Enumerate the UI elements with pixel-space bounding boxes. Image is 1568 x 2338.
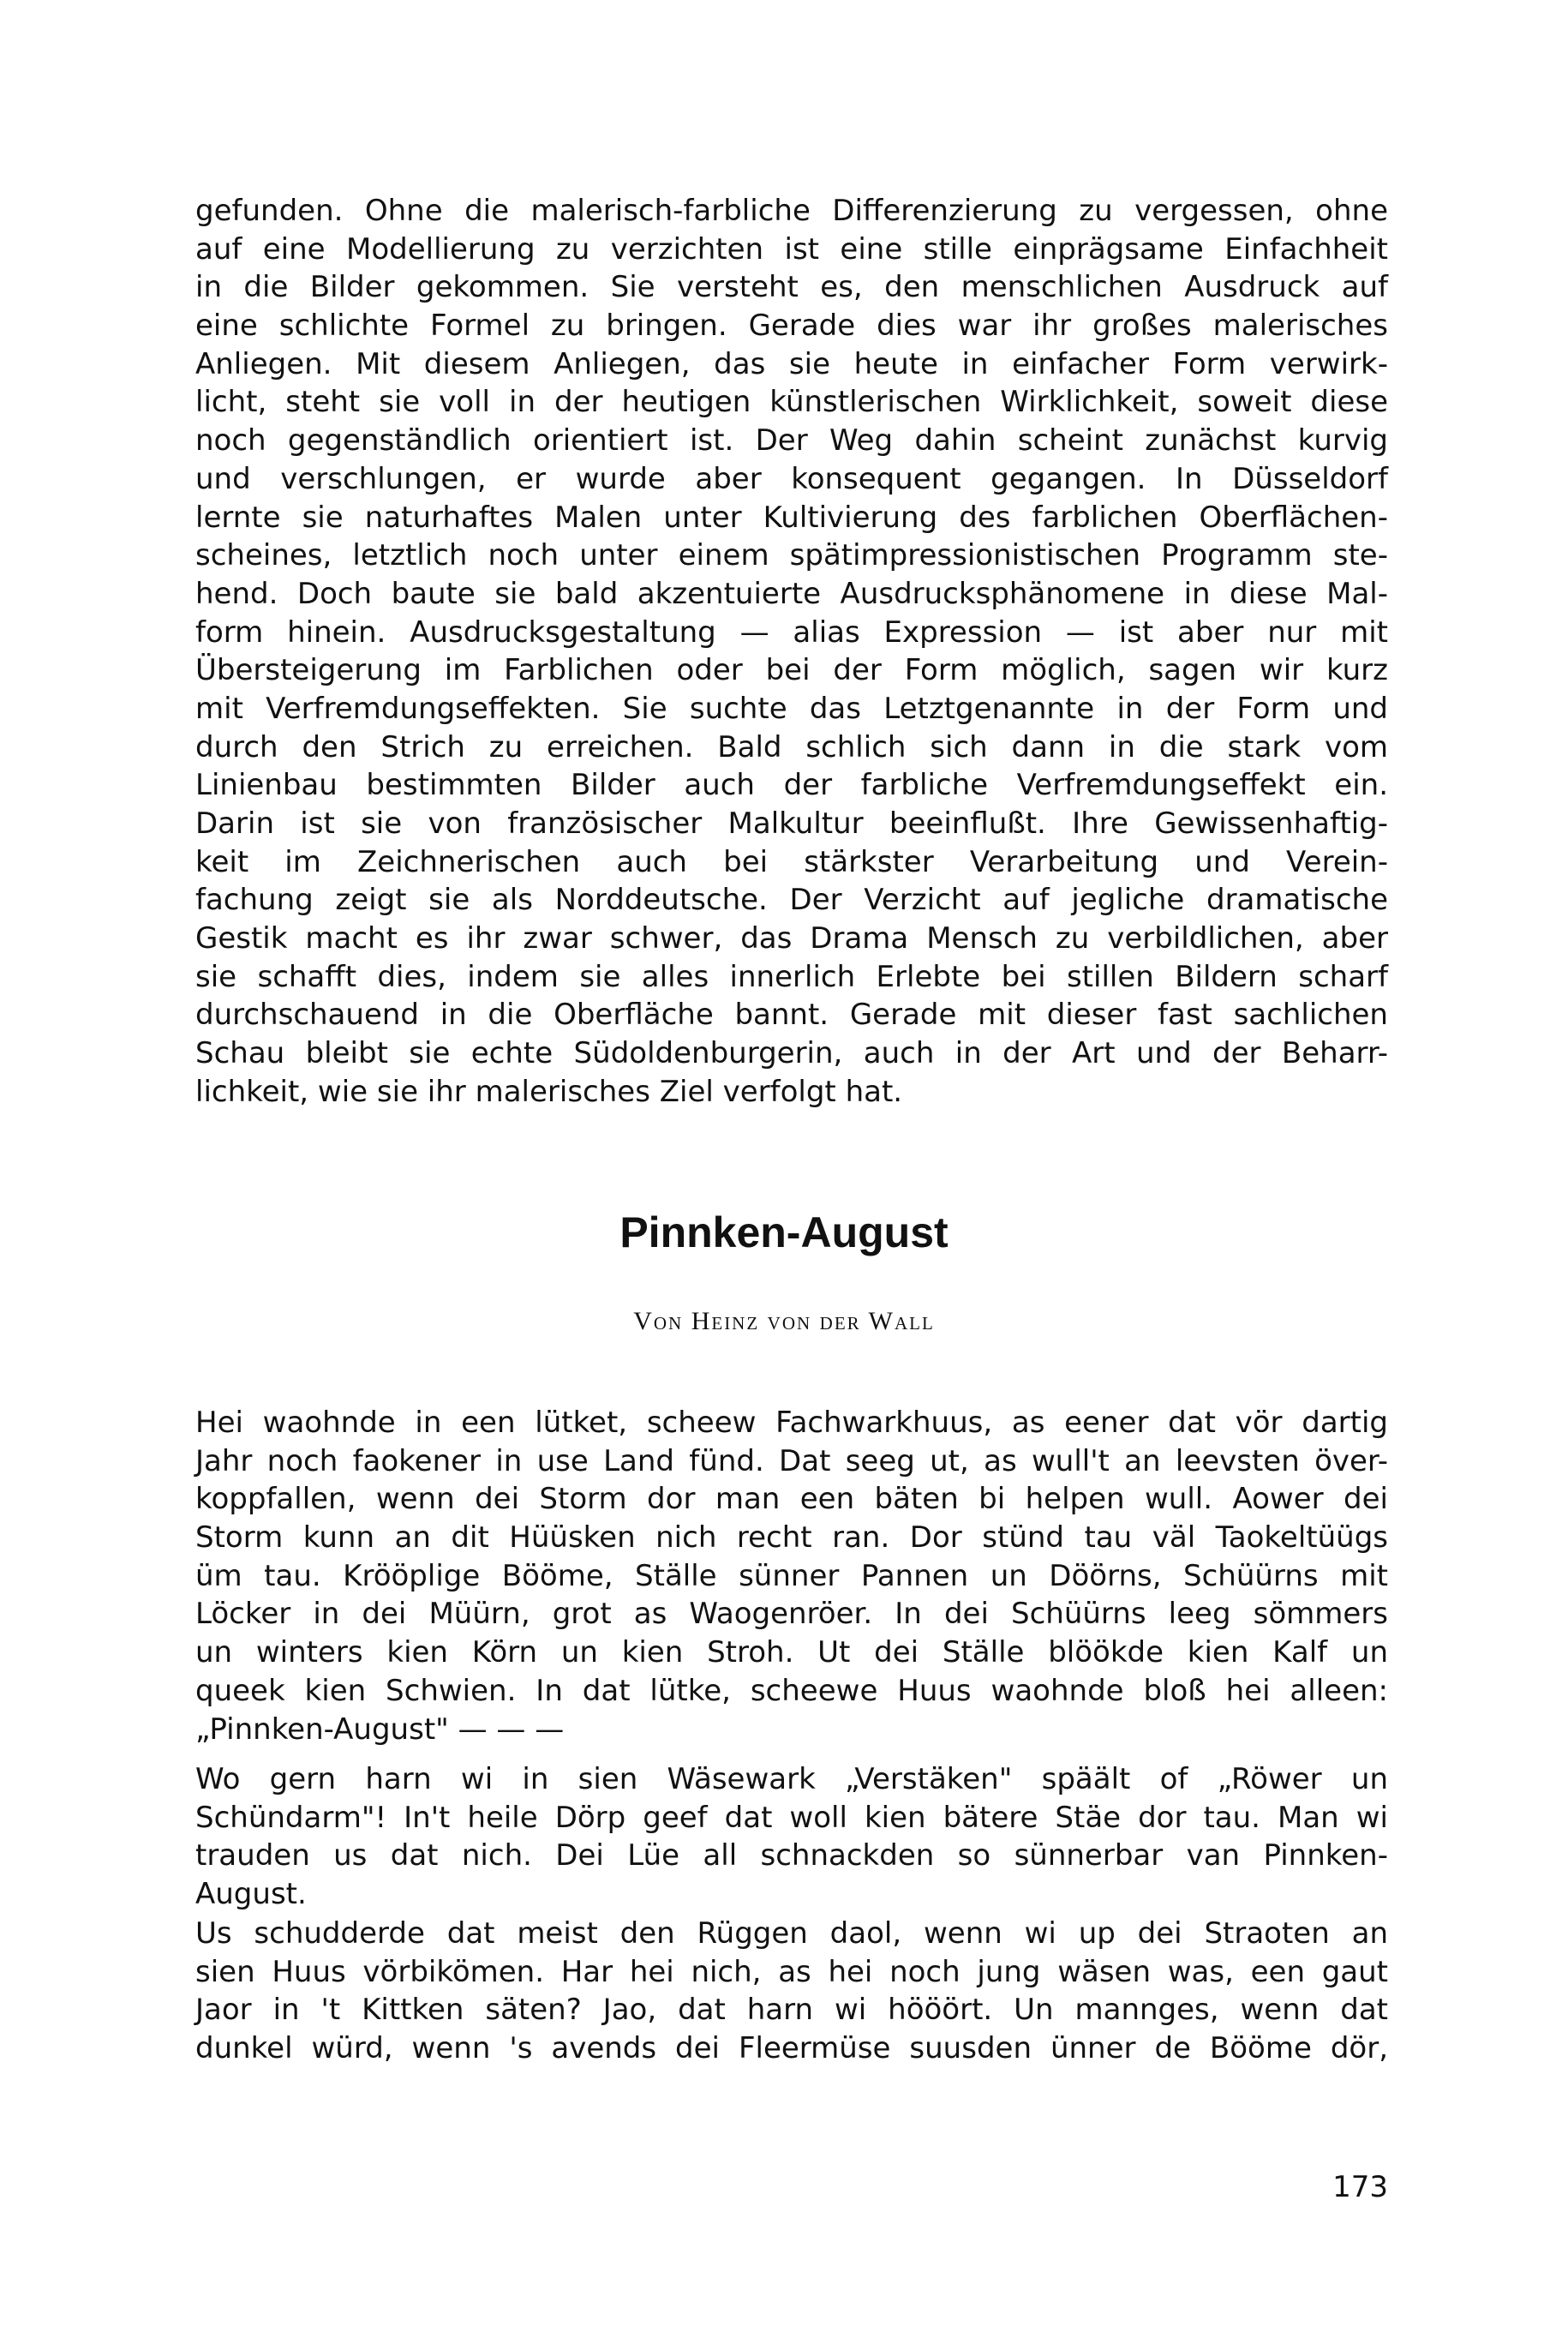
text-line: trauden us dat nich. Dei Lüe all schnackden so sünnerbar van Pinnken- [195,1838,1388,1873]
text-line: Us schudderde dat meist den Rüggen daol, wenn wi up dei Straoten an [195,1916,1388,1951]
story-paragraph [195,1404,1388,1748]
text-line: „Pinnken-August" — — — [195,1712,565,1747]
text-line: und verschlungen, er wurde aber konsequent gegangen. In Düsseldorf [195,461,1388,496]
text-line: form hinein. Ausdrucksgestaltung — alias Expression — ist aber nur mit [195,614,1388,650]
text-line: Wo gern harn wi in sien Wäsewark „Verstäken" späält of „Röwer un [195,1762,1388,1796]
text-line: Anliegen. Mit diesem Anliegen, das sie heute in einfacher Form verwirk- [195,346,1388,381]
text-line: Linienbau bestimmten Bilder auch der farbliche Verfremdungseffekt ein. [195,768,1388,803]
text-line: Übersteigerung im Farblichen oder bei der Form möglich, sagen wir kurz [195,653,1388,688]
text-line: mit Verfremdungseffekten. Sie suchte das Letztgenannte in der Form und [195,691,1388,726]
text-line: sien Huus vörbikömen. Har hei nich, as hei noch jung wäsen was, een gaut [195,1954,1388,1989]
text-line: queek kien Schwien. In dat lütke, scheewe Huus waohnde bloß hei alleen: [195,1673,1388,1708]
text-line: sie schafft dies, indem sie alles innerlich Erlebte bei stillen Bildern scharf [195,959,1388,994]
text-line: August. [195,1877,307,1912]
text-line: Storm kunn an dit Hüüsken nich recht ran. Dor stünd tau väl Taokeltüügs [195,1520,1388,1556]
text-line: un winters kien Körn un kien Stroh. Ut dei Ställe blöökde kien Kalf un [195,1635,1388,1670]
story-paragraph [195,1760,1388,1914]
text-line: licht, steht sie voll in der heutigen künstlerischen Wirklichkeit, soweit diese [195,385,1388,420]
text-line: koppfallen, wenn dei Storm dor man een bäten bi helpen wull. Aower dei [195,1482,1388,1517]
text-line: üm tau. Krööplige Bööme, Ställe sünner Pannen un Döörns, Schüürns mit [195,1558,1388,1593]
essay-paragraph [195,192,1388,1112]
text-line: lichkeit, wie sie ihr malerisches Ziel verfolgt hat. [195,1074,903,1109]
text-line: hend. Doch baute sie bald akzentuierte Ausdrucksphänomene in diese Mal- [195,576,1388,611]
text-line: Jahr noch faokener in use Land fünd. Dat seeg ut, as wull't an leevsten över- [195,1443,1388,1478]
page-number: 173 [1332,2170,1388,2204]
story-byline: Von Heinz von der Wall [633,1307,935,1335]
text-line: eine schlichte Formel zu bringen. Gerade dies war ihr großes malerisches [195,309,1388,344]
text-line: Schau bleibt sie echte Südoldenburgerin, auch in der Art und der Beharr- [195,1036,1388,1071]
text-line: Schündarm"! In't heile Dörp geef dat woll kien bätere Stäe dor tau. Man wi [195,1800,1388,1835]
text-line: Hei waohnde in een lütket, scheew Fachwarkhuus, as eener dat vör dartig [195,1406,1388,1440]
text-line: Jaor in 't Kittken säten? Jao, dat harn wi hööört. Un mannges, wenn dat [195,1993,1388,2028]
story-paragraph [195,1915,1388,2068]
text-line: Löcker in dei Müürn, grot as Waogenröer. In dei Schüürns leeg sömmers [195,1597,1388,1632]
text-line: keit im Zeichnerischen auch bei stärkster Verarbeitung und Verein- [195,844,1388,879]
text-line: in die Bilder gekommen. Sie versteht es, den menschlichen Ausdruck auf [195,270,1388,305]
text-line: dunkel würd, wenn 's avends dei Fleermüse suusden ünner de Bööme dör, [195,2031,1388,2066]
text-line: gefunden. Ohne die malerisch-farbliche Differenzierung zu vergessen, ohne [195,194,1388,228]
text-line: durch den Strich zu erreichen. Bald schlich sich dann in die stark vom [195,729,1388,764]
text-line: scheines, letztlich noch unter einem spätimpressionistischen Programm ste- [195,538,1388,573]
text-line: durchschauend in die Oberfläche bannt. Gerade mit dieser fast sachlichen [195,998,1388,1033]
text-line: auf eine Modellierung zu verzichten ist eine stille einprägsame Einfachheit [195,231,1388,267]
text-line: lernte sie naturhaftes Malen unter Kultivierung des farblichen Oberflächen- [195,500,1388,535]
text-line: Darin ist sie von französischer Malkultur beeinflußt. Ihre Gewissenhaftig- [195,806,1388,841]
text-line: noch gegenständlich orientiert ist. Der Weg dahin scheint zunächst kurvig [195,423,1388,459]
text-line: fachung zeigt sie als Norddeutsche. Der Verzicht auf jegliche dramatische [195,883,1388,918]
story-title: Pinnken-August [619,1208,949,1256]
text-line: Gestik macht es ihr zwar schwer, das Drama Mensch zu verbildlichen, aber [195,921,1388,956]
